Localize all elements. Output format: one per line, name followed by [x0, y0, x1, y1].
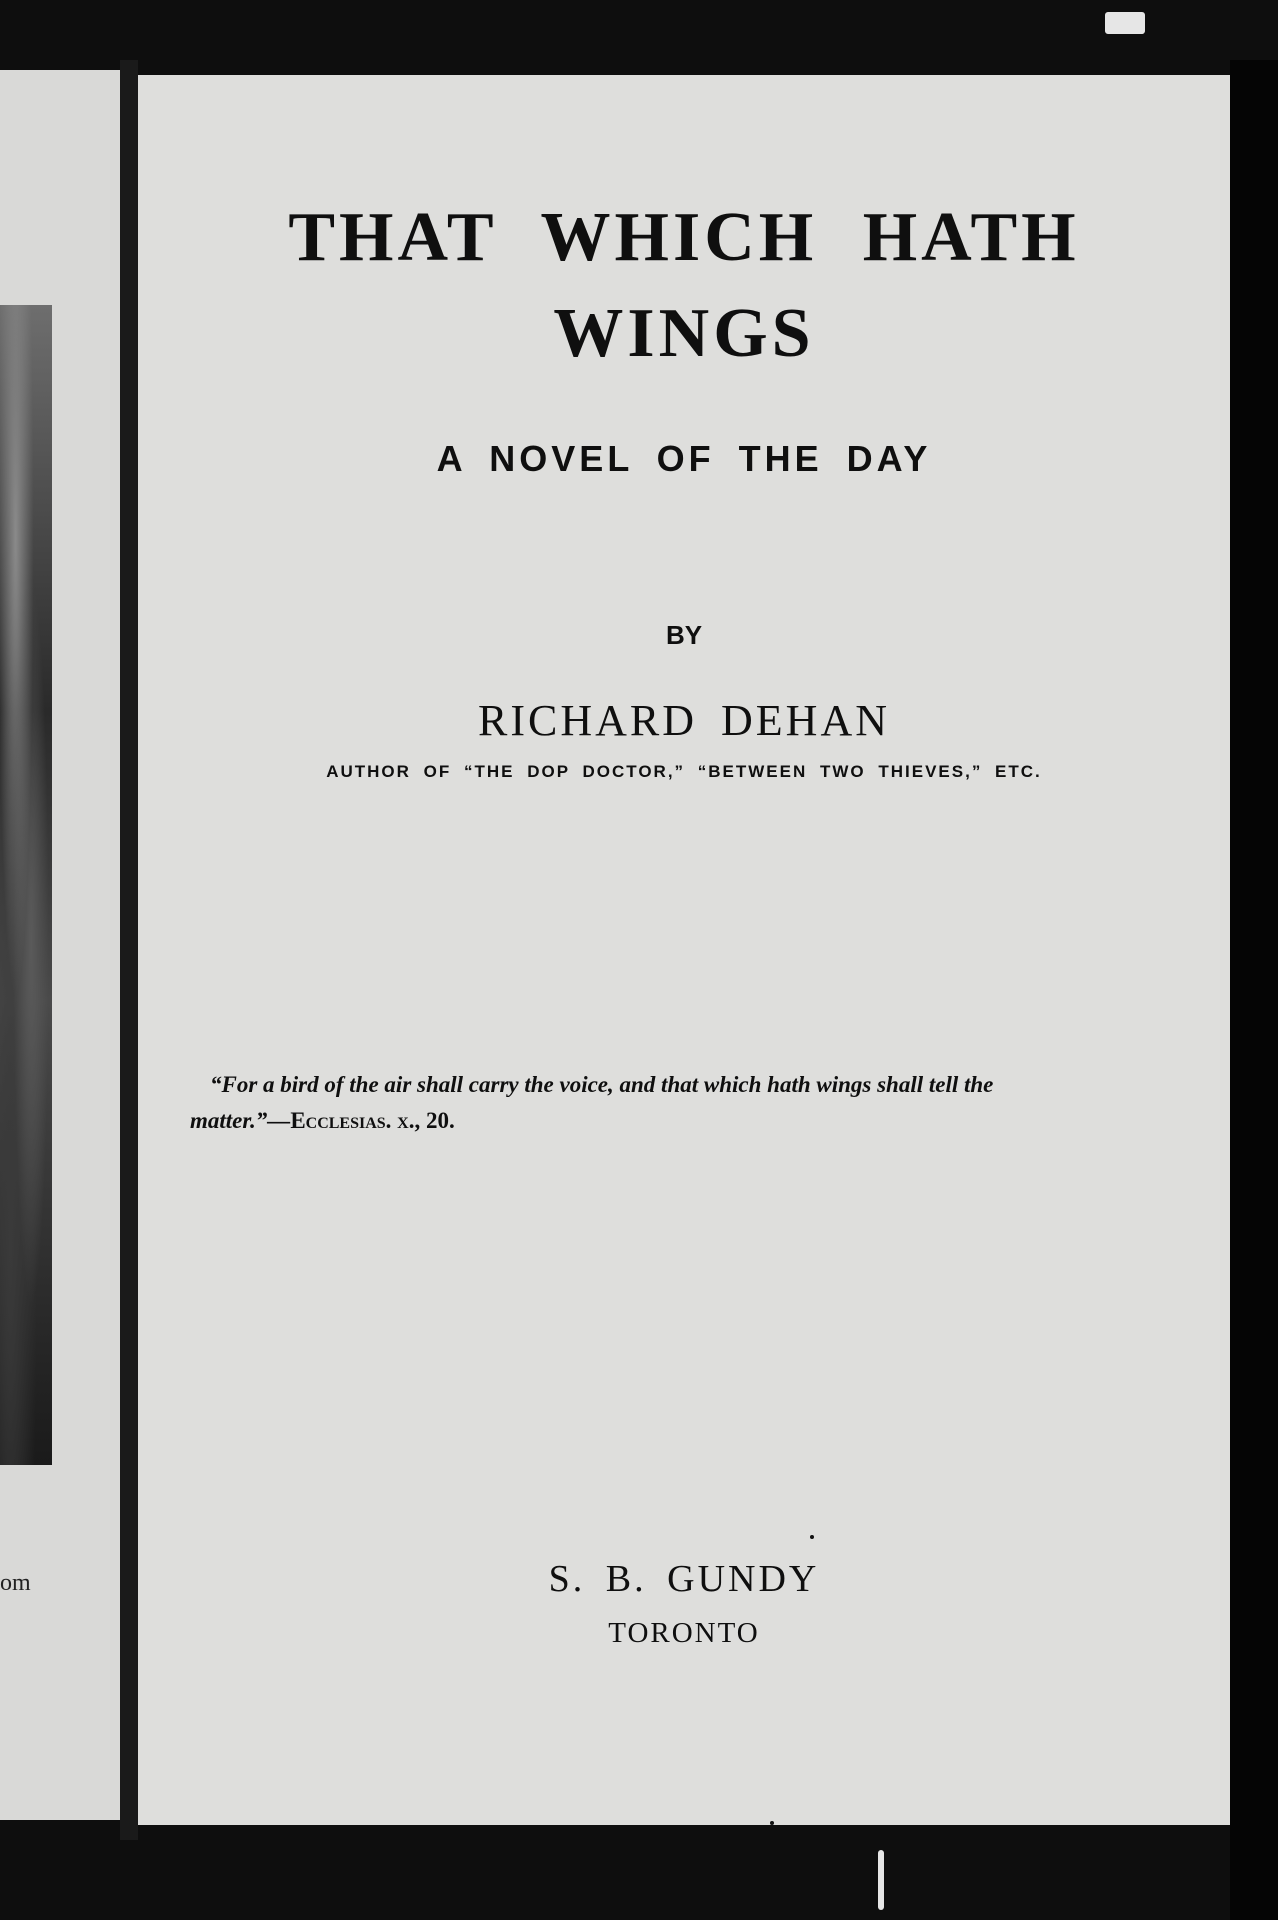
book-subtitle: A NOVEL OF THE DAY — [436, 438, 932, 479]
scan-artifact — [1105, 12, 1145, 34]
title-line-2: WINGS — [553, 295, 815, 372]
frontispiece-caption-fragment: om — [0, 1570, 31, 1596]
epigraph — [190, 1067, 1070, 1139]
book-title — [138, 190, 1230, 382]
publisher-city: TORONTO — [608, 1617, 760, 1649]
book-gutter — [120, 60, 138, 1840]
scan-border — [1230, 60, 1278, 1920]
epigraph-citation: Ecclesias. x., 20. — [290, 1108, 455, 1133]
author-name: RICHARD DEHAN — [478, 696, 890, 745]
scan-artifact — [878, 1850, 884, 1910]
print-speck — [810, 1535, 814, 1539]
title-page — [138, 75, 1230, 1825]
by-line: BY — [665, 620, 703, 650]
title-line-1: THAT WHICH HATH — [288, 199, 1080, 276]
frontispiece-illustration — [0, 305, 52, 1465]
author-credits: AUTHOR OF “THE DOP DOCTOR,” “BETWEEN TWO THIEVES,” ETC. — [326, 762, 1042, 781]
epigraph-quote: “For a bird of the air shall carry the voice, and that which hath wings shall tell the matter.”— — [190, 1072, 994, 1133]
facing-page — [0, 70, 120, 1820]
publisher-name: S. B. GUNDY — [548, 1558, 820, 1600]
print-speck — [770, 1821, 774, 1825]
